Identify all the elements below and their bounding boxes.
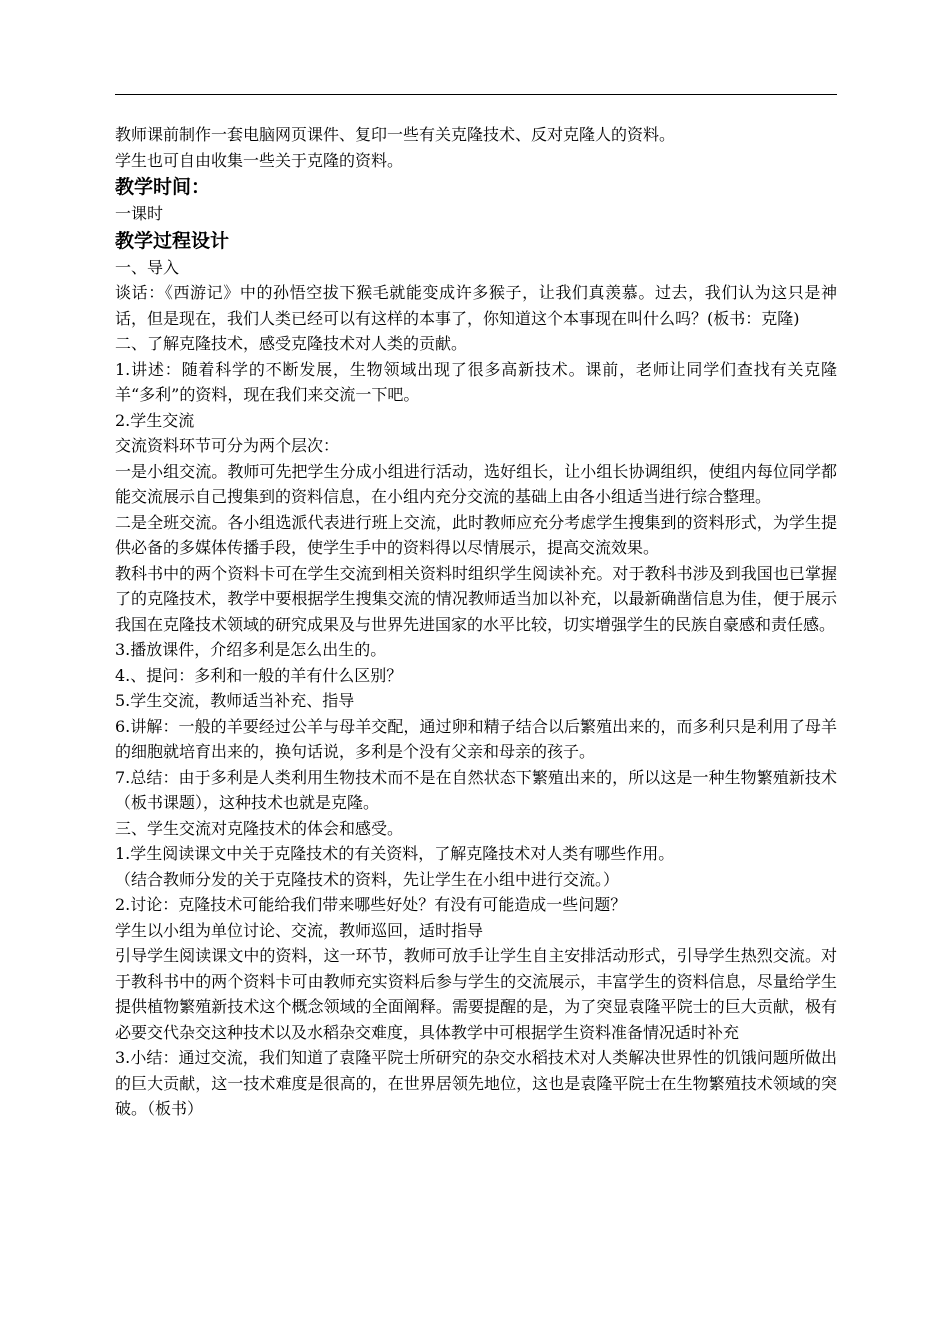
paragraph: 教科书中的两个资料卡可在学生交流到相关资料时组织学生阅读补充。对于教科书涉及到我国也已掌握了的克隆技术，教学中要根据学生搜集交流的情况教师适当加以补充，以最新确凿信息为佳，便于展示我国在克隆技术领域的研究成果及与世界先进国家的水平比较，切实增强学生的民族自豪感和责任感。 [115,563,837,634]
paragraph: 教师课前制作一套电脑网页课件、复印一些有关克隆技术、反对克隆人的资料。 [115,125,676,144]
document-body [115,122,837,1122]
paragraph: 学生也可自由收集一些关于克隆的资料。 [115,150,404,170]
paragraph: 4.、提问：多利和一般的羊有什么区别？ [115,665,403,685]
paragraph: 学生以小组为单位讨论、交流，教师巡回，适时指导 [115,920,484,940]
paragraph: （结合教师分发的关于克隆技术的资料，先让学生在小组中进行交流。） [115,869,620,889]
paragraph: 一、导入 [115,257,180,277]
paragraph: 一课时 [115,204,164,223]
paragraph: 5.学生交流，教师适当补充、指导 [115,691,355,710]
paragraph: 1.学生阅读课文中关于克隆技术的有关资料，了解克隆技术对人类有哪些作用。 [115,844,675,863]
paragraph: 谈话：《西游记》中的孙悟空拔下猴毛就能变成许多猴子，让我们真羡慕。过去，我们认为这只是神话，但是现在，我们人类已经可以有这样的本事了，你知道这个本事现在叫什么吗？(板书：克隆) [115,283,837,328]
paragraph: 3.小结：通过交流，我们知道了袁隆平院士所研究的杂交水稻技术对人类解决世界性的饥饿问题所做出的巨大贡献，这一技术难度是很高的，在世界居领先地位，这也是袁隆平院士在生物繁殖技术领域的突破。（板书） [115,1048,837,1118]
paragraph: 3.播放课件，介绍多利是怎么出生的。 [115,640,387,659]
paragraph: 一是小组交流。教师可先把学生分成小组进行活动，选好组长，让小组长协调组织，使组内每位同学都能交流展示自己搜集到的资料信息，在小组内充分交流的基础上由各小组适当进行综合整理。 [115,461,837,506]
section-heading: 教学过程设计 [115,229,230,252]
paragraph: 三、学生交流对克隆技术的体会和感受。 [115,818,404,838]
paragraph: 2.讨论：克隆技术可能给我们带来哪些好处？有没有可能造成一些问题？ [115,895,627,914]
paragraph: 二、了解克隆技术，感受克隆技术对人类的贡献。 [115,334,468,353]
paragraph: 引导学生阅读课文中的资料，这一环节，教师可放手让学生自主安排活动形式，引导学生热烈交流。对于教科书中的两个资料卡可由教师充实资料后参与学生的交流展示，丰富学生的资料信息，尽量给学生提供植物繁殖新技术这个概念领域的全面阐释。需要提醒的是，为了突显袁隆平院士的巨大贡献，极有必要交代杂交这种技术以及水稻杂交难度，具体教学中可根据学生资料准备情况适时补充 [115,946,837,1042]
paragraph: 交流资料环节可分为两个层次： [115,436,340,455]
paragraph: 2.学生交流 [115,410,195,430]
document-page [115,0,837,1344]
paragraph: 1.讲述：随着科学的不断发展，生物领域出现了很多高新技术。课前，老师让同学们查找有关克隆羊“多利”的资料，现在我们来交流一下吧。 [115,359,837,404]
paragraph: 二是全班交流。各小组选派代表进行班上交流，此时教师应充分考虑学生搜集到的资料形式，为学生提供必备的多媒体传播手段，使学生手中的资料得以尽情展示，提高交流效果。 [115,512,837,557]
paragraph: 7.总结：由于多利是人类利用生物技术而不是在自然状态下繁殖出来的，所以这是一种生物繁殖新技术（板书课题），这种技术也就是克隆。 [115,767,837,812]
header-rule [115,94,837,95]
paragraph: 6.讲解：一般的羊要经过公羊与母羊交配，通过卵和精子结合以后繁殖出来的，而多利只是利用了母羊的细胞就培育出来的，换句话说，多利是个没有父亲和母亲的孩子。 [115,716,837,761]
section-heading: 教学时间： [115,176,211,198]
